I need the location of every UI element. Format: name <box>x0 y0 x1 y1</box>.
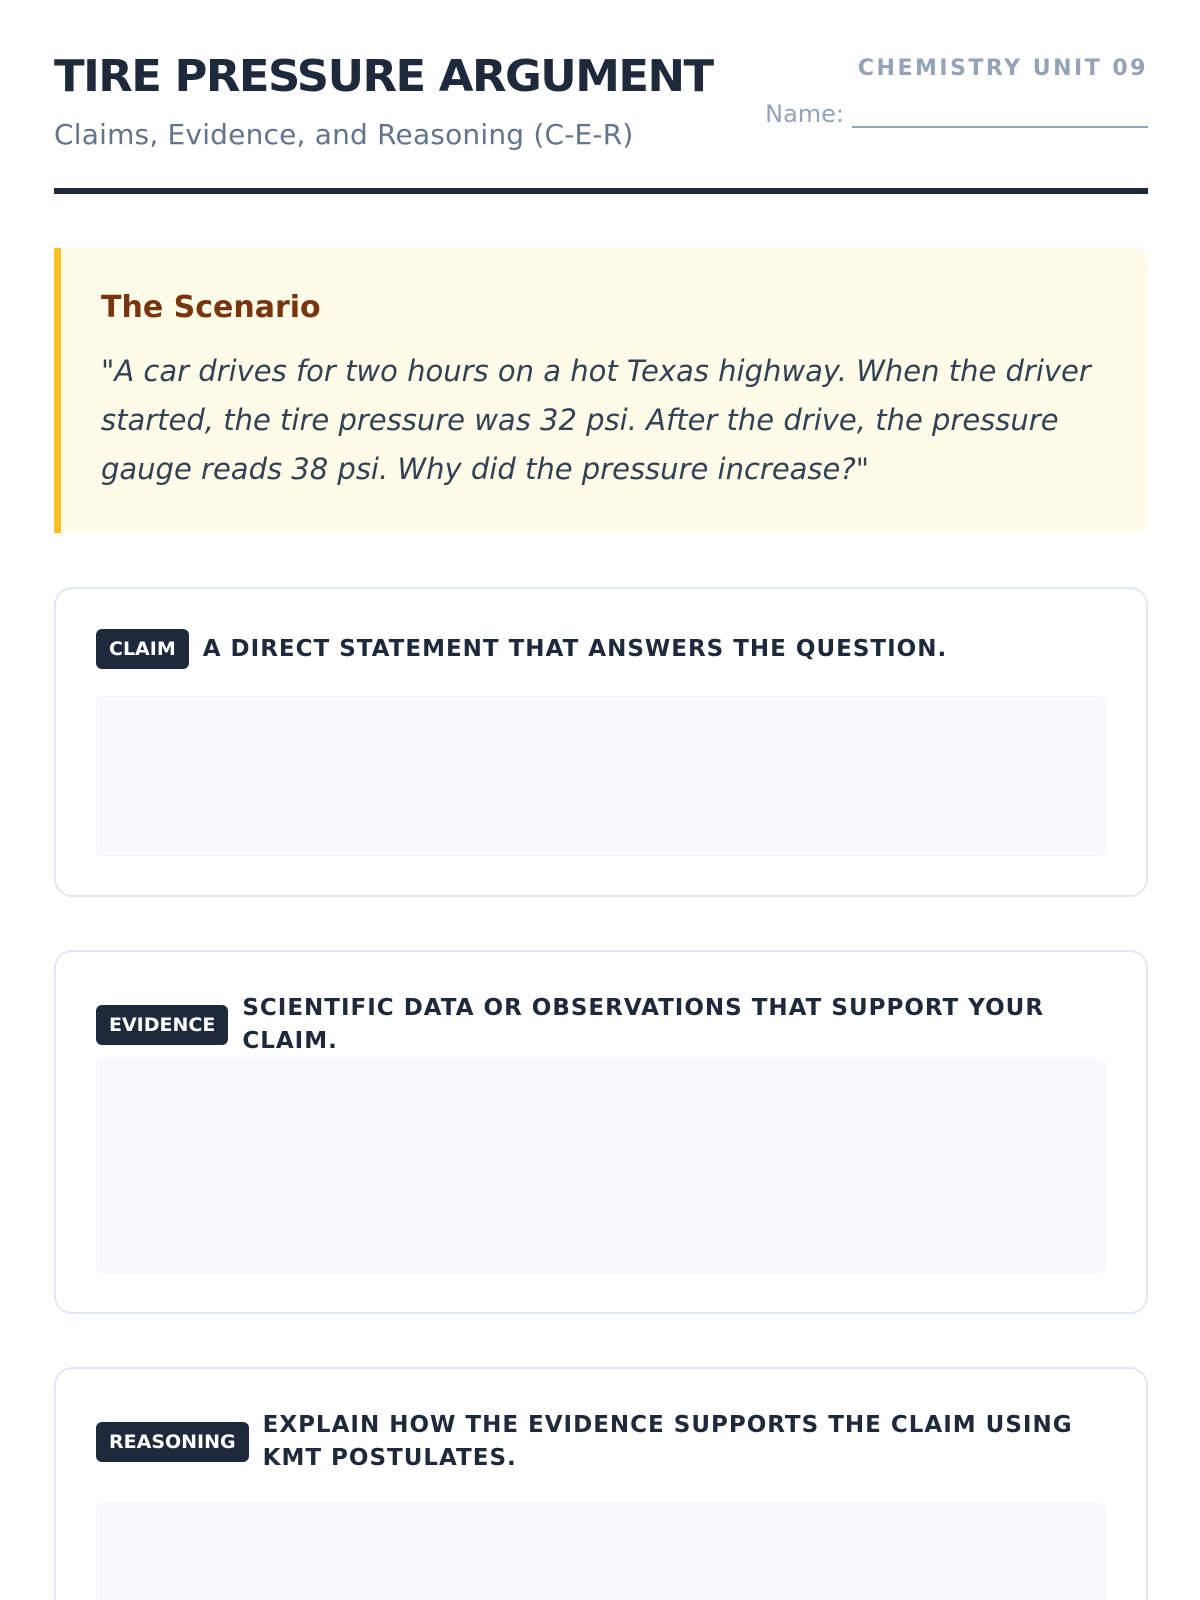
evidence-card <box>54 950 1148 1314</box>
name-row <box>765 98 1148 128</box>
evidence-answer-area[interactable] <box>96 1059 1106 1273</box>
scenario-text: "A car drives for two hours on a hot Texas highway. When the driver started, the tire pressure was 32 psi. After the drive, the pressure gauge reads 38 psi. Why did the pressure increase?" <box>101 354 1091 486</box>
claim-answer-area[interactable] <box>96 696 1106 856</box>
worksheet-header <box>54 0 1148 194</box>
name-label: Name: <box>765 100 844 128</box>
name-field[interactable] <box>852 98 1148 128</box>
scenario-box <box>54 248 1148 533</box>
scenario-heading: The Scenario <box>101 290 321 325</box>
reasoning-answer-area[interactable] <box>96 1503 1106 1600</box>
claim-card-header <box>96 629 1106 669</box>
reasoning-badge: REASONING <box>96 1422 249 1462</box>
page-subtitle: Claims, Evidence, and Reasoning (C-E-R) <box>54 118 634 151</box>
evidence-card-header <box>96 992 1106 1058</box>
claim-badge: CLAIM <box>96 629 189 669</box>
page-title: TIRE PRESSURE ARGUMENT <box>54 51 713 102</box>
evidence-badge: EVIDENCE <box>96 1005 228 1045</box>
reasoning-card <box>54 1367 1148 1600</box>
evidence-prompt: SCIENTIFIC DATA OR OBSERVATIONS THAT SUPPORT YOUR CLAIM. <box>242 995 1045 1054</box>
claim-prompt: A DIRECT STATEMENT THAT ANSWERS THE QUESTION. <box>202 635 948 662</box>
reasoning-prompt: EXPLAIN HOW THE EVIDENCE SUPPORTS THE CLAIM USING KMT POSTULATES. <box>262 1412 1073 1471</box>
reasoning-card-header <box>96 1409 1106 1475</box>
unit-label: CHEMISTRY UNIT 09 <box>857 56 1148 81</box>
claim-card <box>54 587 1148 897</box>
worksheet-page <box>54 0 1148 1600</box>
